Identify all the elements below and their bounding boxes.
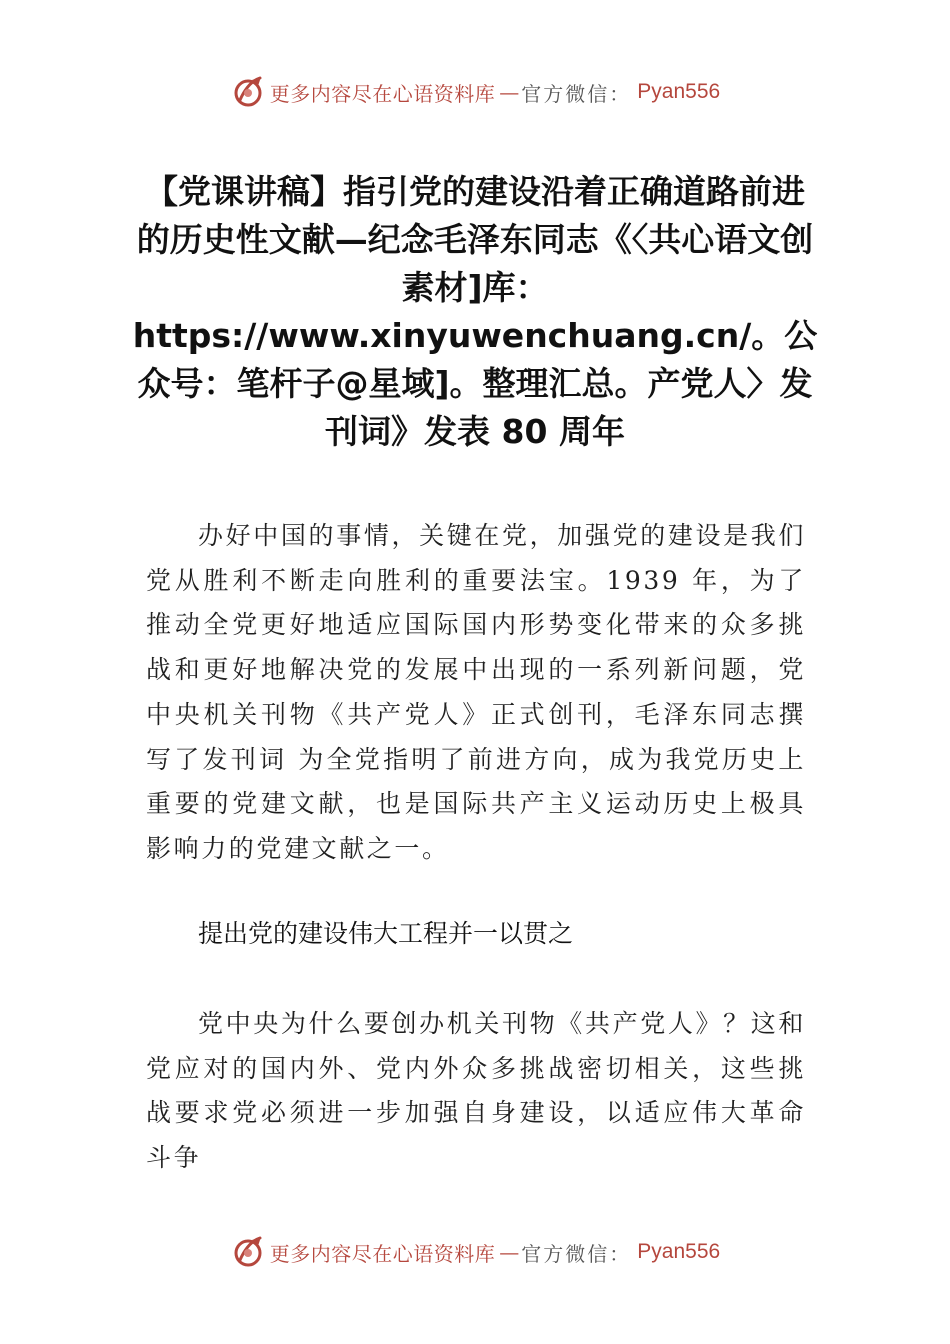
- paragraph-second: 党中央为什么要创办机关刊物《共产党人》？这和党应对的国内外、党内外众多挑战密切相关，这些挑战要求党必须进一步加强自身建设，以适应伟大革命斗争: [146, 1009, 806, 1173]
- brand-logo-icon: [230, 74, 266, 110]
- banner-wechat-id: Pyan556: [637, 1240, 721, 1263]
- paragraph-intro: 办好中国的事情，关键在党，加强党的建设是我们党从胜利不断走向胜利的重要法宝。1939 年，为了推动全党更好地适应国际国内形势变化带来的众多挑战和更好地解决党的发展中出现的一系列新问题，党中央机关刊物《共产党人》正式创刊，毛泽东同志撰写了发刊词 为全党指明了前进方向，成为我党历史上重要的党建文献，也是国际共产主义运动历史上极具影响力的党建文献之一。: [146, 521, 806, 863]
- footer-banner: [0, 1232, 950, 1272]
- header-banner: [0, 72, 950, 112]
- banner-separator: —: [499, 1240, 518, 1264]
- banner-main-text: 更多内容尽在心语资料库: [269, 1241, 496, 1266]
- banner-wechat-id: Pyan556: [637, 80, 721, 103]
- banner-separator: —: [499, 80, 518, 104]
- document-title: 【党课讲稿】指引党的建设沿着正确道路前进的历史性文献—纪念毛泽东同志《〈共心语文创素材]库：https://www.xinyuwenchuang.cn/。公众号：笔杆子@星域]。整理汇总。产党人〉发刊词》发表 80 周年: [132, 172, 818, 451]
- brand-logo-icon: [230, 1234, 266, 1270]
- banner-wechat-label: 官方微信：: [521, 1241, 632, 1266]
- banner-main-text: 更多内容尽在心语资料库: [269, 81, 496, 106]
- section-heading: 提出党的建设伟大工程并一以贯之: [198, 919, 574, 948]
- banner-wechat-label: 官方微信：: [521, 81, 632, 106]
